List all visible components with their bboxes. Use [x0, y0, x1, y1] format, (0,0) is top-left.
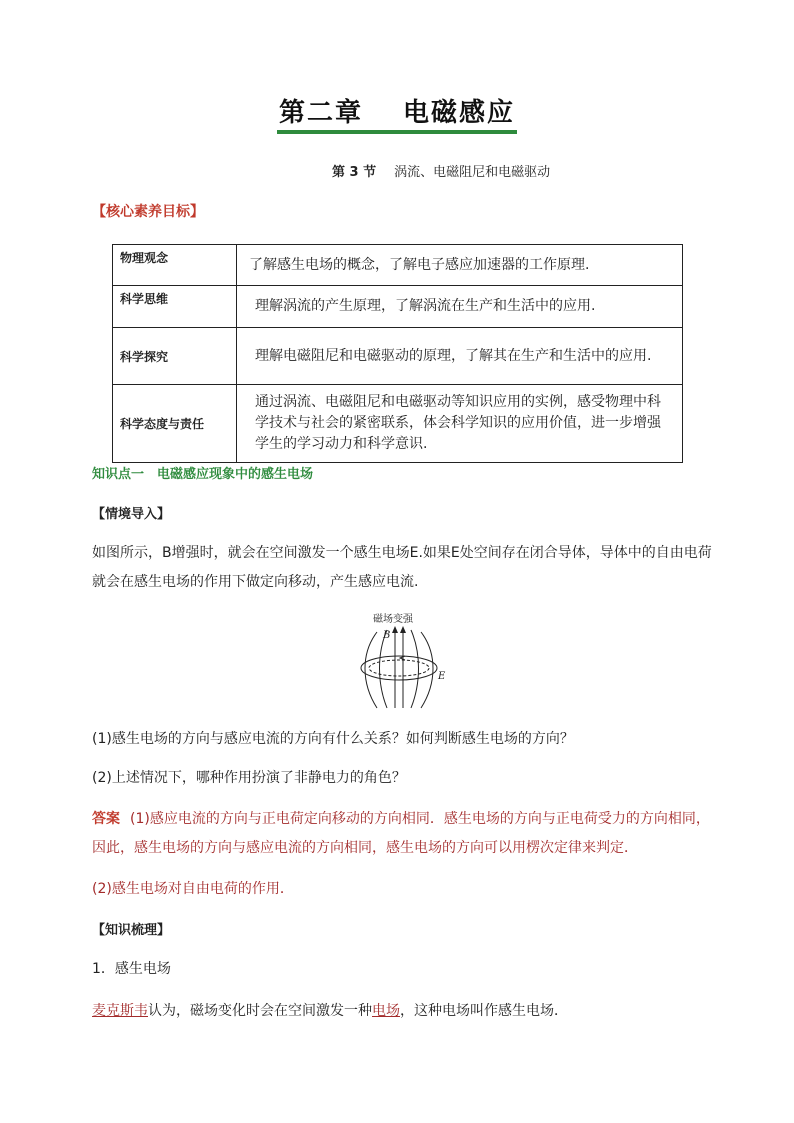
goal-text: 理解电磁阻尼和电磁驱动的原理，了解其在生产和生活中的应用. [237, 328, 683, 385]
situation-heading: 【情境导入】 [92, 507, 171, 522]
goal-category: 科学态度与责任 [113, 385, 237, 463]
question-1: (1)感生电场的方向与感应电流的方向有什么关系？如何判断感生电场的方向？ [92, 731, 574, 747]
goal-text: 了解感生电场的概念，了解电子感应加速器的工作原理. [237, 245, 683, 286]
chapter-title [0, 92, 794, 134]
table-row [113, 286, 683, 328]
goal-text: 理解涡流的产生原理，了解涡流在生产和生活中的应用. [237, 286, 683, 328]
table-row [113, 385, 683, 463]
section-number: 第 3 节 [332, 165, 377, 180]
table-row [113, 245, 683, 286]
answer-text-1: (1)感应电流的方向与正电荷定向移动的方向相同．感生电场的方向与正电荷受力的方向相同，因此，感生电场的方向与感应电流的方向相同，感生电场的方向可以用楞次定律来判定． [92, 811, 710, 856]
figure-e-label: E [438, 671, 446, 682]
answer-part-1 [92, 805, 717, 863]
item-1-tail-text: ，这种电场叫作感生电场． [400, 1003, 568, 1019]
goal-text: 通过涡流、电磁阻尼和电磁驱动等知识应用的实例，感受物理中科学技术与社会的紧密联系，体会科学知识的应用价值，进一步增强学生的学习动力和科学意识. [237, 385, 683, 463]
answer-label: 答案 [92, 811, 120, 827]
situation-text: 如图所示，B增强时，就会在空间激发一个感生电场E.如果E处空间存在闭合导体，导体中的自由电荷就会在感生电场的作用下做定向移动，产生感应电流. [92, 545, 712, 590]
field-arrowheads [392, 626, 406, 633]
field-lines [365, 628, 433, 708]
goal-category: 科学探究 [113, 328, 237, 385]
figure-b-label: B [383, 630, 391, 641]
item-1-text [92, 997, 712, 1026]
answer-part-2: (2)感生电场对自由电荷的作用． [92, 881, 294, 897]
induced-field-figure [347, 608, 453, 712]
section-title: 涡流、电磁阻尼和电磁驱动 [394, 165, 551, 180]
core-goals-table [112, 244, 683, 463]
chapter-label: 第二章 [278, 98, 363, 128]
section-heading [332, 161, 550, 180]
item-1-heading: 1．感生电场 [92, 961, 171, 977]
chapter-name: 电磁感应 [403, 98, 516, 128]
term-maxwell: 麦克斯韦 [92, 1003, 148, 1019]
figure-caption: 磁场变强 [373, 614, 413, 625]
item-1-mid-text: 认为，磁场变化时会在空间激发一种 [148, 1003, 372, 1019]
core-goals-heading: 【核心素养目标】 [92, 204, 204, 220]
knowledge-heading: 【知识梳理】 [92, 923, 171, 938]
induced-field-loop [369, 660, 429, 676]
table-row [113, 328, 683, 385]
goal-category: 物理观念 [113, 245, 237, 286]
goal-category: 科学思维 [113, 286, 237, 328]
question-2: (2)上述情况下，哪种作用扮演了非静电力的角色？ [92, 770, 406, 786]
term-electric-field: 电场 [372, 1003, 400, 1019]
knowledge-point-heading: 知识点一 电磁感应现象中的感生电场 [92, 467, 314, 482]
